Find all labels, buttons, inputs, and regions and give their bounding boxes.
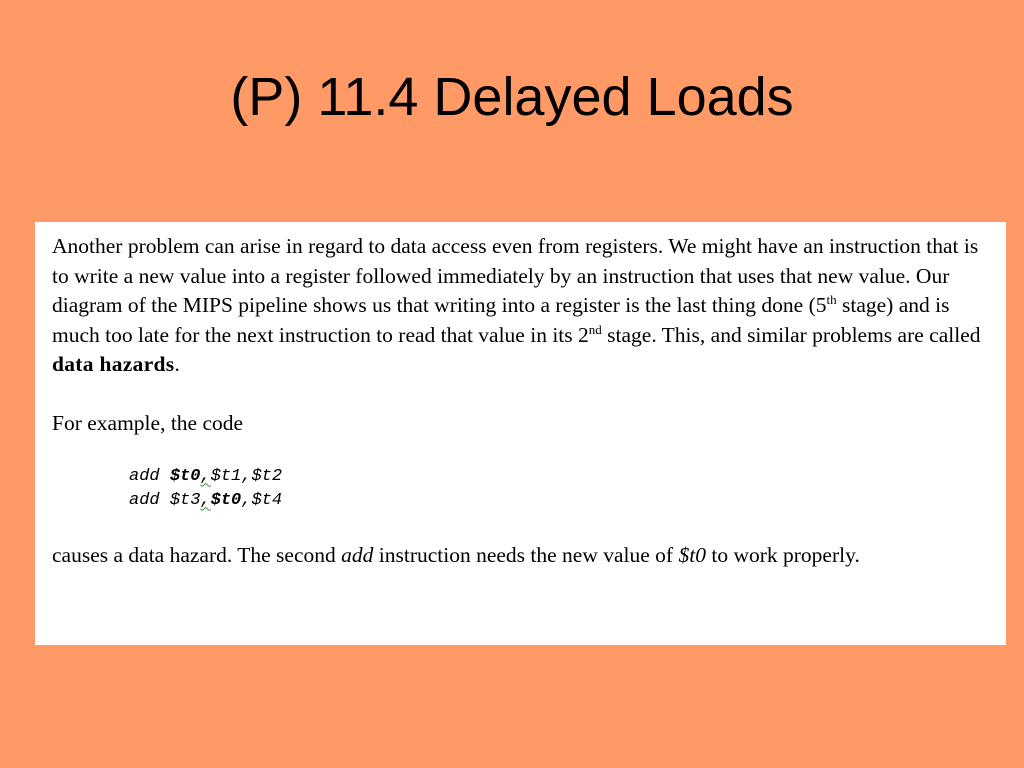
code-separator: , [200,466,211,486]
code-op: add [129,466,170,486]
code-dest-register: $t0 [169,466,201,486]
intro-text-2: stage) and is much too late for the next instruction to read that value in its 2 [52,293,950,347]
code-line-2 [129,489,990,513]
intro-paragraph [52,232,990,380]
slide-title: (P) 11.4 Delayed Loads [230,67,794,127]
intro-text-end: . [174,352,180,377]
intro-text-3: stage. This, and similar problems are called [601,322,981,347]
code-dest-register: $t3 [169,490,201,510]
code-src-register: $t0 [210,490,242,510]
code-block [129,465,990,513]
superscript-th: th [826,292,837,308]
code-separator: , [241,490,252,510]
text-panel [35,222,1006,645]
conclusion-register-term: $t0 [678,542,706,567]
conclusion-text-3: to work properly. [705,542,860,567]
code-separator: , [200,490,211,510]
code-line-1 [129,465,990,489]
code-src-register: $t1 [210,466,242,486]
code-op: add [129,490,170,510]
superscript-nd: nd [588,321,602,337]
code-src-register: $t4 [251,490,283,510]
conclusion-text-2: instruction needs the new value of [373,542,679,567]
example-paragraph: For example, the code [52,410,244,435]
code-src-register: $t2 [251,466,283,486]
conclusion-add-term: add [341,542,374,567]
conclusion-paragraph [52,541,990,571]
term-data-hazards: data hazards [52,352,175,377]
conclusion-text-1: causes a data hazard. The second [52,542,342,567]
intro-text-1: Another problem can arise in regard to data access even from registers. We might have an instruction that is to write a new value into a register followed immediately by an instruction that uses that new value. Our diagram of the MIPS pipeline shows us that writing into a register is the last thing done (5 [52,234,979,318]
code-separator: , [241,466,252,486]
